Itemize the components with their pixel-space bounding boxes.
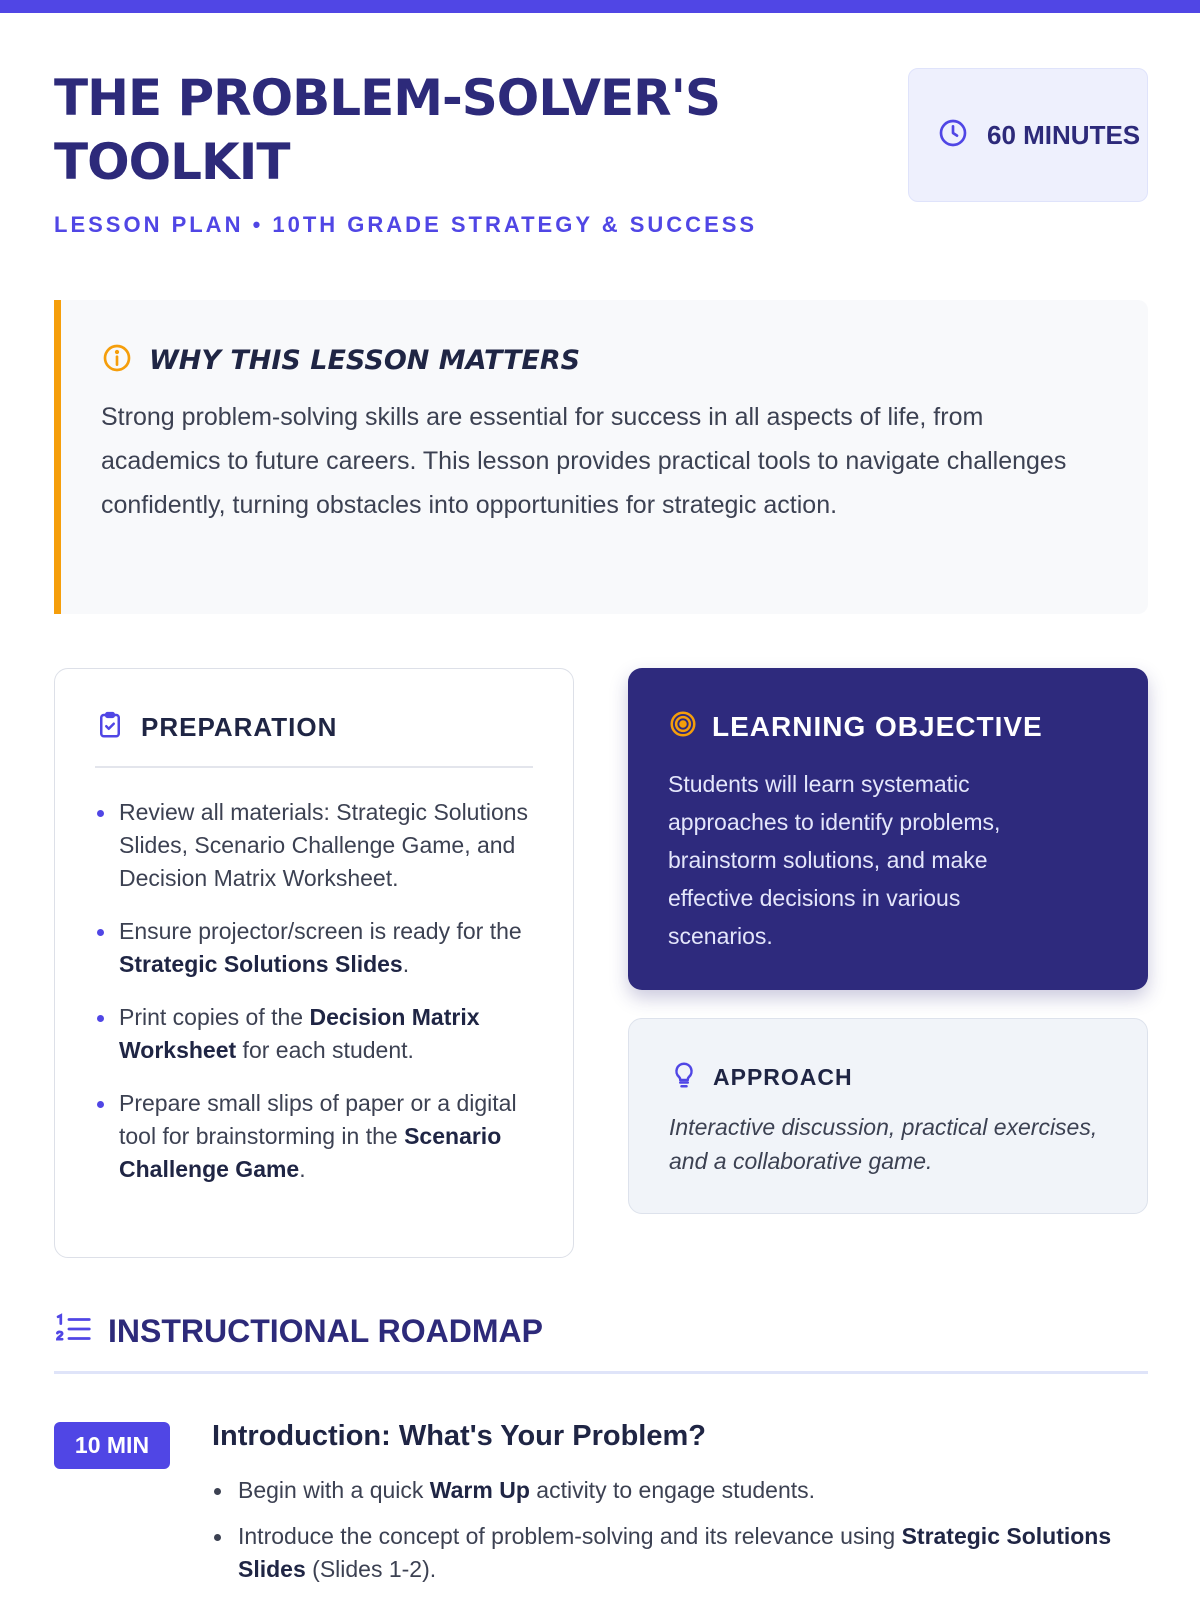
preparation-card bbox=[54, 668, 574, 1258]
duration-text: 60 MINUTES bbox=[987, 120, 1141, 150]
list-item: Ensure projector/screen is ready for the Strategic Solutions Slides. bbox=[95, 915, 533, 981]
preparation-title: PREPARATION bbox=[141, 712, 338, 742]
target-icon bbox=[668, 708, 698, 745]
preparation-list bbox=[95, 796, 533, 1186]
roadmap-header bbox=[54, 1312, 1148, 1351]
why-section bbox=[54, 300, 1148, 614]
step-title: Introduction: What's Your Problem? bbox=[212, 1420, 706, 1452]
list-item: Begin with a quick Warm Up activity to engage students. bbox=[212, 1474, 1112, 1507]
approach-title: APPROACH bbox=[713, 1064, 853, 1090]
divider bbox=[95, 766, 533, 768]
divider bbox=[54, 1371, 1148, 1374]
objective-title: LEARNING OBJECTIVE bbox=[712, 710, 1043, 742]
step-list bbox=[212, 1474, 1112, 1599]
clipboard-check-icon bbox=[95, 709, 125, 746]
list-item: Introduce the concept of problem-solving and its relevance using Strategic Solutions Slides (Slides 1-2). bbox=[212, 1520, 1112, 1586]
page-subtitle: LESSON PLAN • 10TH GRADE STRATEGY & SUCCESS bbox=[54, 212, 758, 237]
why-title: WHY THIS LESSON MATTERS bbox=[149, 345, 581, 376]
list-item: Review all materials: Strategic Solutions Slides, Scenario Challenge Game, and Decision Matrix Worksheet. bbox=[95, 796, 533, 895]
approach-text: Interactive discussion, practical exercises, and a collaborative game. bbox=[669, 1114, 1098, 1174]
list-item: Print copies of the Decision Matrix Worksheet for each student. bbox=[95, 1001, 533, 1067]
learning-objective-card bbox=[628, 668, 1148, 990]
lightbulb-icon bbox=[669, 1059, 699, 1096]
why-text: Strong problem-solving skills are essential for success in all aspects of life, from academics to future careers. This lesson provides practical tools to navigate challenges confidently, turning obstacles into opportunities for strategic action. bbox=[101, 403, 1067, 519]
lesson-header bbox=[54, 66, 1148, 238]
clock-icon bbox=[937, 117, 969, 154]
top-accent-bar bbox=[0, 0, 1200, 13]
roadmap-title: INSTRUCTIONAL ROADMAP bbox=[108, 1313, 543, 1349]
duration-badge bbox=[908, 68, 1148, 202]
numbered-list-icon bbox=[54, 1312, 92, 1351]
objective-text: Students will learn systematic approaches to identify problems, brainstorm solutions, and make effective decisions in various scenarios. bbox=[668, 771, 1001, 949]
page-title: THE PROBLEM-SOLVER'S TOOLKIT bbox=[54, 69, 720, 191]
step-duration-badge: 10 MIN bbox=[54, 1422, 170, 1469]
approach-card bbox=[628, 1018, 1148, 1214]
info-icon bbox=[101, 342, 133, 379]
list-item: Prepare small slips of paper or a digital tool for brainstorming in the Scenario Challenge Game. bbox=[95, 1087, 533, 1186]
